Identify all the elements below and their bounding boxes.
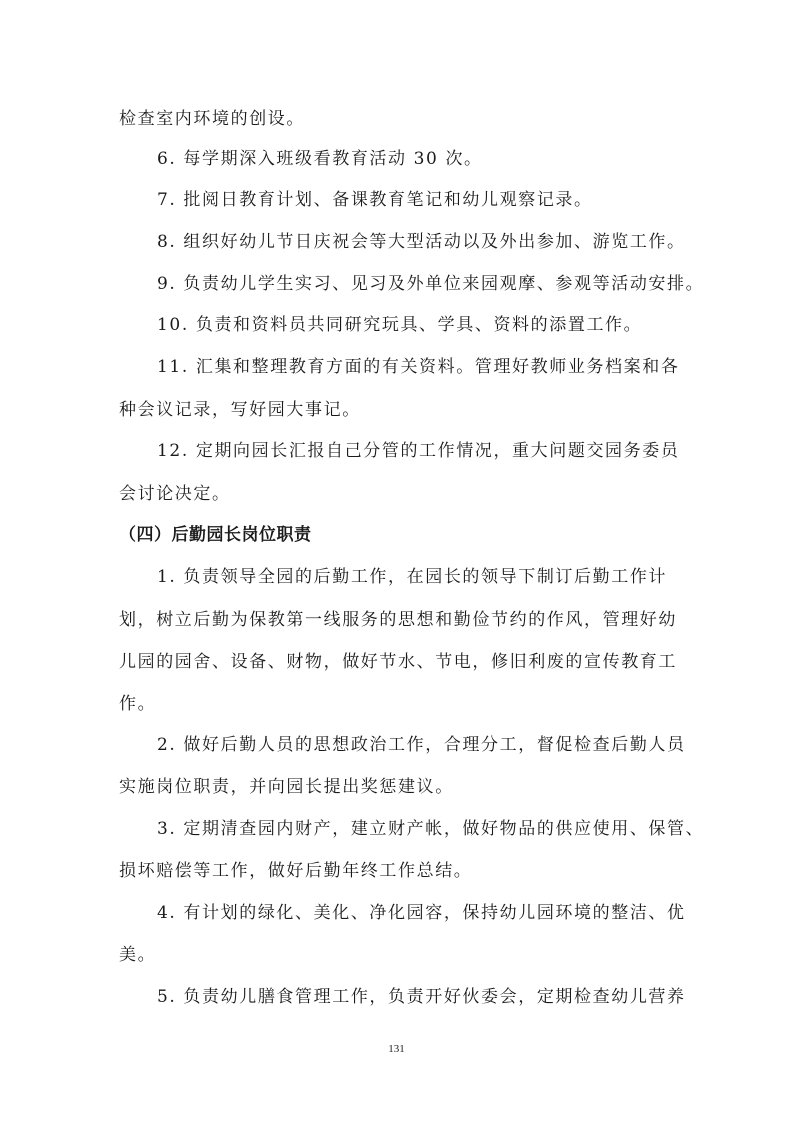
text-line: 6. 每学期深入班级看教育活动 30 次。 [157, 149, 483, 169]
text-line: 7. 批阅日教育计划、备课教育笔记和幼儿观察记录。 [157, 190, 593, 210]
text-line: 12. 定期向园长汇报自己分管的工作情况，重大问题交园务委员 [157, 441, 680, 461]
text-line: 11. 汇集和整理教育方面的有关资料。管理好教师业务档案和各 [157, 357, 680, 377]
text-line: 作。 [119, 694, 157, 714]
text-line: 美。 [119, 945, 157, 965]
page-number: 131 [388, 1043, 405, 1055]
text-line: 会讨论决定。 [119, 484, 231, 504]
text-line: 儿园的园舍、设备、财物，做好节水、节电，修旧利废的宣传教育工 [119, 652, 677, 672]
text-line: 损坏赔偿等工作，做好后勤年终工作总结。 [119, 861, 473, 881]
text-line: 5. 负责幼儿膳食管理工作，负责开好伙委会，定期检查幼儿营养 [157, 987, 686, 1007]
text-line: 2. 做好后勤人员的思想政治工作，合理分工，督促检查后勤人员 [157, 735, 686, 755]
section-heading: （四）后勤园长岗位职责 [119, 525, 312, 545]
text-line: 9. 负责幼儿学生实习、见习及外单位来园观摩、参观等活动安排。 [157, 274, 705, 294]
text-line: 1. 负责领导全园的后勤工作，在园长的领导下制订后勤工作计 [157, 567, 668, 587]
text-line: 3. 定期清查园内财产，建立财产帐，做好物品的供应使用、保管、 [157, 819, 705, 839]
text-line: 种会议记录，写好园大事记。 [119, 400, 361, 420]
text-line: 实施岗位职责，并向园长提出奖惩建议。 [119, 777, 454, 797]
text-line: 8. 组织好幼儿节日庆祝会等大型活动以及外出参加、游览工作。 [157, 232, 686, 252]
text-line: 检查室内环境的创设。 [119, 109, 305, 129]
text-line: 4. 有计划的绿化、美化、净化园容，保持幼儿园环境的整洁、优 [157, 903, 686, 923]
text-line: 划，树立后勤为保教第一线服务的思想和勤俭节约的作风，管理好幼 [119, 610, 677, 630]
text-line: 10. 负责和资料员共同研究玩具、学具、资料的添置工作。 [157, 315, 643, 335]
